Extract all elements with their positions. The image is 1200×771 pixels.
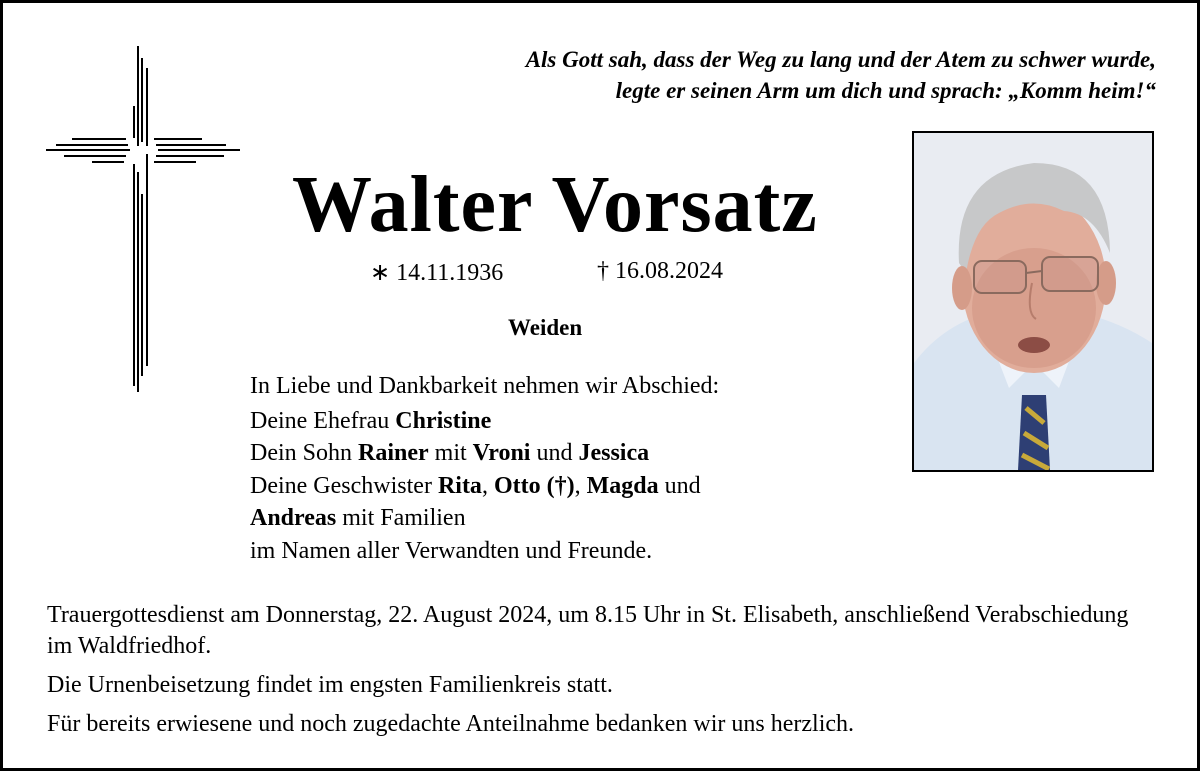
- text: mit Familien: [336, 505, 466, 531]
- family-line-son: [250, 437, 870, 470]
- family-line-relatives: im Namen aller Verwandten und Freunde.: [250, 537, 653, 564]
- name-andreas: Andreas: [250, 505, 337, 531]
- quote-line-1: Als Gott sah, dass der Weg zu lang und der Atem zu schwer wurde,: [525, 47, 1156, 72]
- text: Deine Ehefrau: [250, 407, 396, 434]
- name-rainer: Rainer: [358, 440, 429, 466]
- name-jessica: Jessica: [578, 440, 650, 466]
- cross-icon: [46, 46, 240, 392]
- text: Deine Geschwister: [250, 472, 438, 499]
- urn-burial-text: Die Urnenbeisetzung findet im engsten Familienkreis statt.: [47, 672, 613, 698]
- text: und: [530, 440, 579, 466]
- name-vroni: Vroni: [472, 440, 531, 466]
- portrait-photo: [912, 131, 1154, 472]
- deceased-name: Walter Vorsatz: [292, 161, 818, 249]
- text: ,: [481, 472, 494, 499]
- text: mit: [428, 440, 473, 466]
- text: ,: [574, 472, 587, 499]
- text: und: [658, 472, 701, 499]
- name-otto: Otto (†): [493, 472, 575, 499]
- name-rita: Rita: [437, 472, 482, 499]
- farewell-intro: In Liebe und Dankbarkeit nehmen wir Abschied:: [250, 373, 720, 399]
- name-christine: Christine: [395, 407, 492, 434]
- death-date: † 16.08.2024: [597, 258, 723, 284]
- family-line-siblings: [250, 470, 870, 503]
- family-list: [250, 370, 870, 567]
- service-information: [47, 600, 1157, 740]
- text: Dein Sohn: [250, 440, 358, 466]
- funeral-service-text: Trauergottesdienst am Donnerstag, 22. August 2024, um 8.15 Uhr in St. Elisabeth, anschließend Verabschiedung im Waldfriedhof.: [47, 602, 1129, 659]
- family-line-wife: [250, 405, 870, 438]
- family-line-andreas: [250, 502, 870, 535]
- thanks-text: Für bereits erwiesene und noch zugedachte Anteilnahme bedanken wir uns herzlich.: [47, 711, 855, 737]
- birth-date: ∗ 14.11.1936: [370, 260, 504, 286]
- portrait-illustration: [914, 133, 1152, 470]
- memorial-quote: [526, 44, 1156, 106]
- quote-line-2: legte er seinen Arm um dich und sprach: „Komm heim!“: [615, 78, 1156, 103]
- name-magda: Magda: [586, 472, 659, 499]
- place-of-residence: Weiden: [508, 315, 583, 340]
